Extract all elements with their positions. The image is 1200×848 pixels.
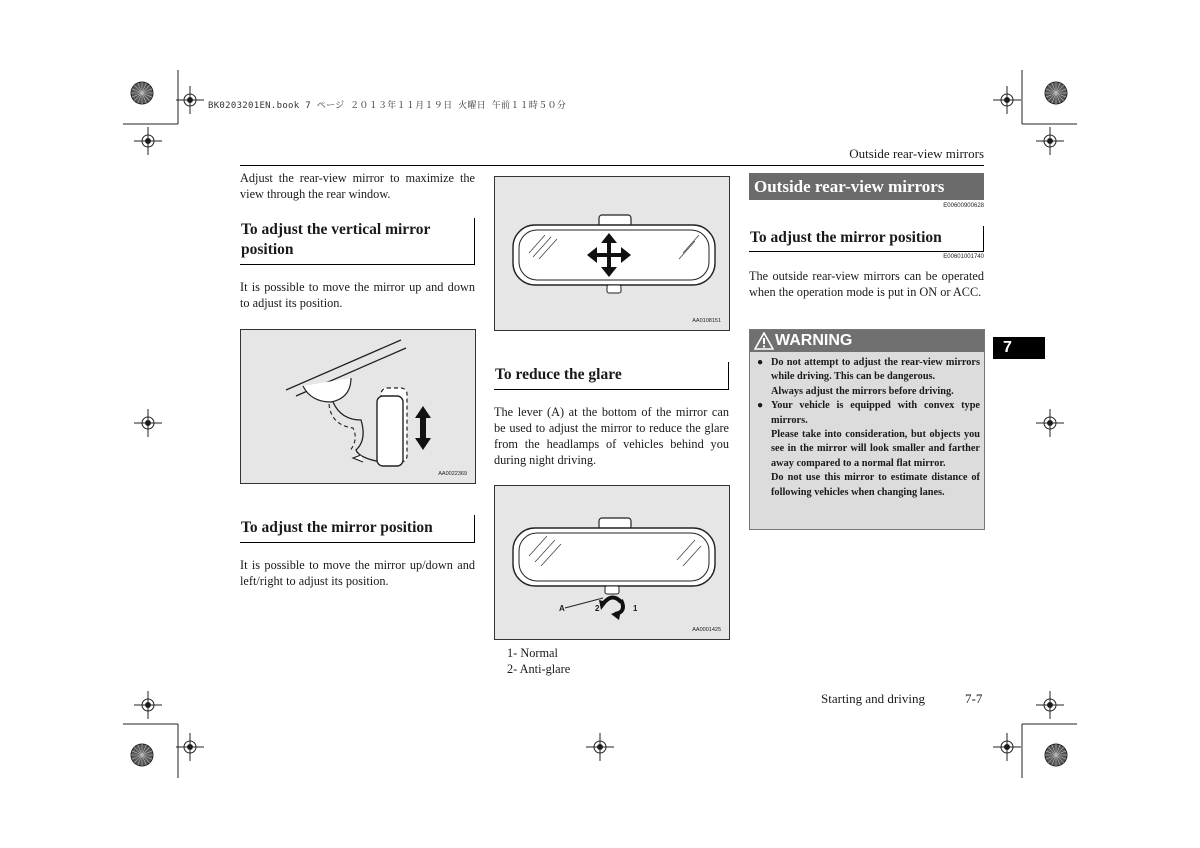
warning-title: WARNING <box>775 332 853 349</box>
heading-reduce-glare: To reduce the glare <box>495 366 622 383</box>
warning-item-text: Do not attempt to adjust the rear-view mirrors while driving. This can be dangerous. <box>771 357 980 383</box>
mirror-adjust-illustration <box>495 177 729 330</box>
warning-header <box>750 330 984 352</box>
bullet-icon: ● <box>757 357 764 368</box>
chapter-tab[interactable]: 7 <box>993 337 1045 359</box>
warning-item <box>757 356 980 385</box>
warning-triangle-icon <box>754 332 774 350</box>
figure-vertical-mirror <box>240 329 476 484</box>
label-lever-a: A <box>559 604 565 613</box>
header-rule <box>240 165 984 166</box>
label-anti-glare-2: 2 <box>595 604 600 613</box>
figure-code-adjust: AA0108151 <box>692 318 721 324</box>
bullet-icon: ● <box>757 400 764 412</box>
section-banner: Outside rear-view mirrors <box>749 173 984 200</box>
heading-mirror-position: To adjust the mirror position <box>241 519 433 536</box>
intro-paragraph: Adjust the rear-view mirror to maximize the view through the rear window. <box>240 171 475 201</box>
footer-page-number: 7-7 <box>965 691 983 706</box>
heading-adjust-mirror: To adjust the mirror position <box>750 229 942 246</box>
position-paragraph: It is possible to move the mirror up/down and left/right to adjust its position. <box>240 558 475 588</box>
adjust-code: E00601001740 <box>943 254 984 260</box>
warning-item <box>757 399 980 428</box>
adjust-paragraph: The outside rear-view mirrors can be operated when the operation mode is put in ON or ACC. <box>749 269 984 299</box>
vertical-mirror-illustration <box>241 330 475 483</box>
banner-code: E00600900628 <box>943 203 984 209</box>
footer-section: Starting and driving <box>821 691 925 706</box>
warning-body <box>757 356 980 500</box>
heading-box-adjust <box>749 226 984 252</box>
warning-item-extra: Please take into consideration, but objects you see in the mirror will look smaller and farther away compared to a normal flat mirror. <box>771 429 980 469</box>
warning-item-extra: Always adjust the mirrors before driving. <box>771 385 954 397</box>
label-normal-1: 1 <box>633 604 638 613</box>
heading-box-vertical <box>240 218 475 265</box>
vertical-paragraph: It is possible to move the mirror up and down to adjust its position. <box>240 280 475 310</box>
figure-anti-glare <box>494 485 730 640</box>
warning-item-text: Your vehicle is equipped with convex type mirrors. <box>771 400 980 426</box>
heading-vertical-position: To adjust the vertical mirror position <box>241 221 431 258</box>
figure-code-vertical: AA0022369 <box>438 471 467 477</box>
heading-box-position <box>240 515 475 543</box>
anti-glare-illustration <box>495 486 729 639</box>
figure-mirror-adjust <box>494 176 730 331</box>
warning-item-extra: Do not use this mirror to estimate distance of following vehicles when changing lanes. <box>771 472 980 498</box>
warning-box <box>749 329 985 530</box>
legend-normal: 1- Normal <box>507 646 558 660</box>
figure-code-anti-glare: AA0001425 <box>692 627 721 633</box>
running-head: Outside rear-view mirrors <box>849 146 984 161</box>
legend-anti-glare: 2- Anti-glare <box>507 662 571 676</box>
glare-paragraph: The lever (A) at the bottom of the mirror can be used to adjust the mirror to reduce the glare from the headlamps of vehicles behind you during night driving. <box>494 405 729 467</box>
print-header: BK0203201EN.book 7 ページ ２０１３年１１月１９日 火曜日 午前１１時５０分 <box>208 101 567 111</box>
heading-box-glare <box>494 362 729 390</box>
